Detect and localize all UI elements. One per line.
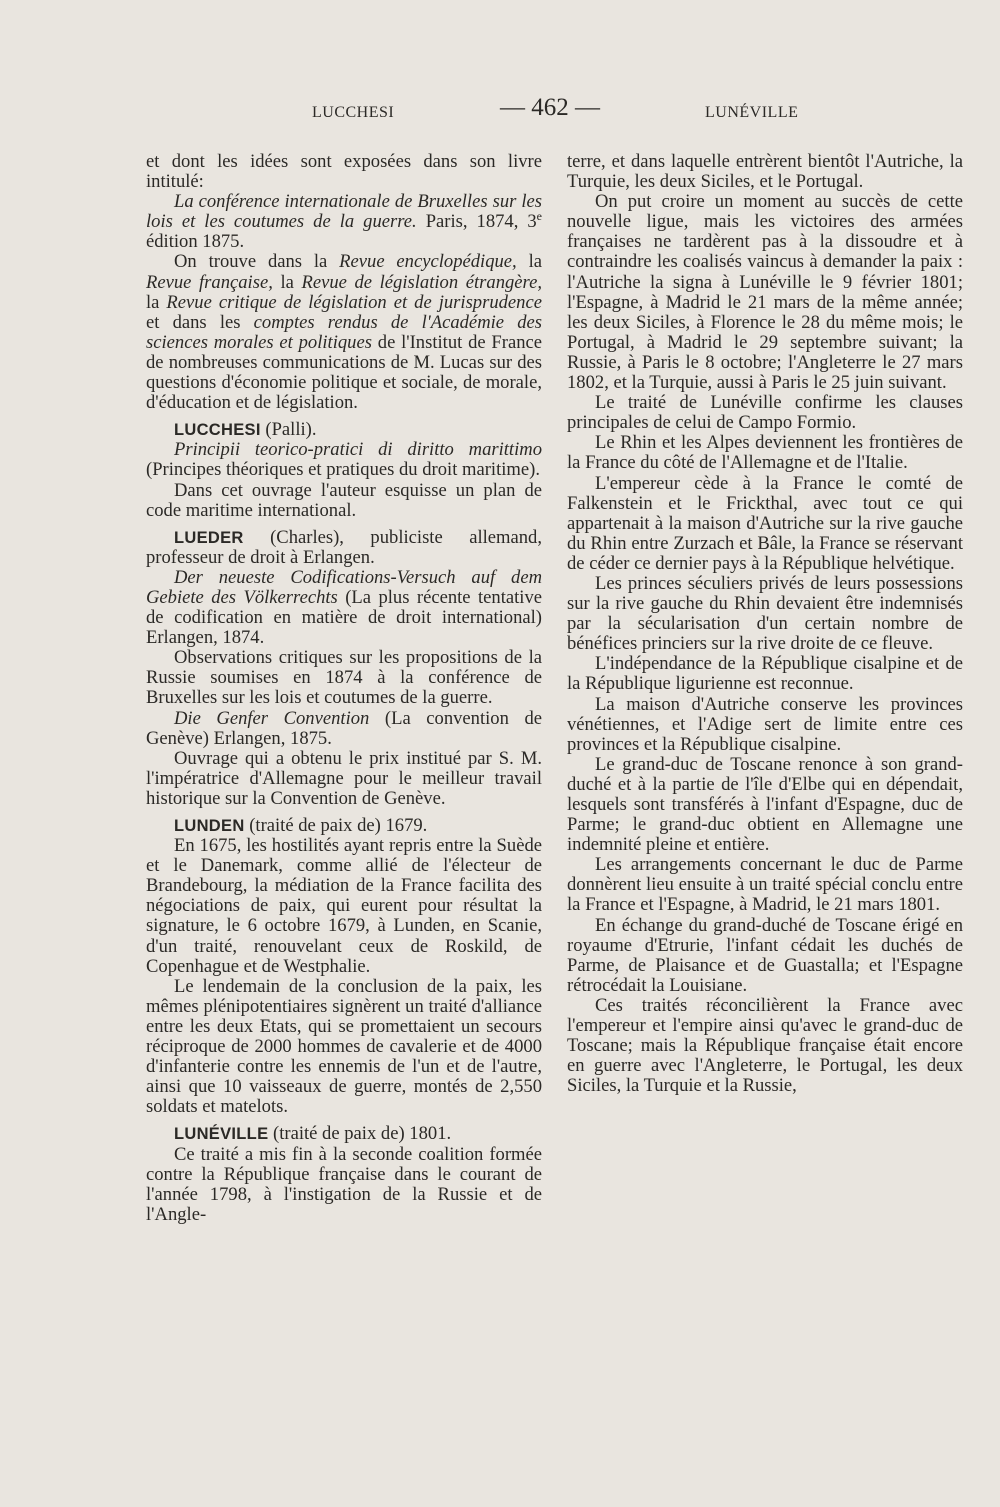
text-run: Le lendemain de la conclusion de la paix, les mêmes plénipotentiaires signèrent un traité d'alliance entre les deux Etats, qui se promettaient un secours réciproque de 2000 hommes de cavalerie et de 4000 d'infanterie contre les ennemis de l'un et de l'autre, ainsi que 10 vaisseaux de guerre, montés de 2,550 soldats et matelots.	[146, 975, 542, 1118]
paragraph	[146, 568, 542, 648]
text-run: On put croire un moment au succès de cette nouvelle ligue, mais les victoires des armées françaises ne tardèrent pas à la dissoudre et à contraindre les coalisés vaincus à demander la paix : l'Autriche la signa à Lunéville le 9 février 1801; l'Espagne, à Madrid le 21 mars de la même année; les deux Siciles, à Florence le 28 du même mois; le Portugal, à Madrid le 29 septembre suivant; la Russie, à Paris le 8 octobre; l'Angleterre le 27 mars 1802, et la Turquie, aussi à Paris le 25 juin suivant.	[567, 191, 963, 394]
text-run: Le traité de Lunéville confirme les clauses principales de celui de Campo Formio.	[567, 392, 963, 434]
paragraph	[146, 481, 542, 521]
entry-heading-paragraph	[146, 528, 542, 568]
text-run: (Charles), publiciste allemand, professeur de droit à Erlangen.	[146, 526, 542, 568]
running-header	[0, 94, 1000, 128]
text-run: La maison d'Autriche conserve les provinces vénétiennes, et l'Adige sert de limite entre ces provinces et la République cisalpine.	[567, 693, 963, 755]
italic-title: Der neueste Codifications-Versuch auf dem Gebiete des Völkerrechts	[146, 566, 542, 608]
italic-title: Revue encyclopédique,	[339, 251, 517, 273]
paragraph	[567, 474, 963, 574]
left-column	[146, 152, 542, 1225]
paragraph	[567, 152, 963, 192]
paragraph	[567, 695, 963, 755]
italic-title: Principii teorico-pratici di diritto marittimo	[174, 439, 542, 461]
text-run: Paris, 1874, 3	[416, 211, 537, 233]
text-run: (Palli).	[260, 419, 317, 441]
text-run: Les princes séculiers privés de leurs possessions sur la rive gauche du Rhin devaient être indemnisés par la sécularisation d'un certain nombre de bénéfices princiers sur la rive droite de ce fleuve.	[567, 572, 963, 655]
paragraph	[567, 393, 963, 433]
text-run: (La convention de Genève) Erlangen, 1875.	[146, 707, 543, 749]
paragraph	[146, 709, 542, 749]
right-column	[567, 152, 963, 1096]
text-run: (traité de paix de) 1679.	[244, 815, 428, 836]
paragraph	[146, 440, 542, 480]
text-run: L'indépendance de la République cisalpine et de la République ligurienne est reconnue.	[567, 653, 963, 695]
italic-title: La conférence internationale de Bruxelles sur les lois et les coutumes de la guerre.	[146, 191, 542, 233]
text-run: Ouvrage qui a obtenu le prix institué par S. M. l'impératrice d'Allemagne pour le meilleur travail historique sur la Convention de Genève.	[146, 747, 542, 809]
text-run: et dont les idées sont exposées dans son livre intitulé:	[146, 151, 542, 193]
text-run: En échange du grand-duché de Toscane érigé en royaume d'Etrurie, l'infant cédait les duchés de Parme, de Plaisance et de Guastalla; et l'Espagne rétrocédait la Louisiane.	[567, 914, 963, 996]
text-run: Dans cet ouvrage l'auteur esquisse un plan de code maritime international.	[146, 479, 542, 521]
text-run: (traité de paix de) 1801.	[268, 1123, 452, 1145]
paragraph	[567, 192, 963, 393]
text-run: Ces traités réconcilièrent la France avec l'empereur et l'empire ainsi qu'avec le grand-duc de Toscane; mais la République française était encore en guerre avec l'Angleterre, le Portugal, les deux Siciles, la Turquie et la Russie,	[567, 994, 963, 1097]
text-run: et dans les	[146, 311, 254, 333]
text-run: L'empereur cède à la France le comté de Falkenstein et le Frickthal, avec tout ce qui appartenait à la maison d'Autriche sur la rive gauche du Rhin entre Zurzach et Bâle, la France se réservant de céder ce dernier pays à la République helvétique.	[567, 472, 963, 574]
text-run: (Principes théoriques et pratiques du droit maritime).	[146, 459, 540, 481]
superscript: e	[536, 209, 542, 224]
paragraph	[146, 192, 542, 252]
italic-title: comptes rendus de l'Académie des sciences morales et politiques	[146, 311, 542, 353]
text-run: terre, et dans laquelle entrèrent bientôt l'Autriche, la Turquie, les deux Siciles, et le Portugal.	[567, 151, 963, 193]
text-run: (La plus récente tentative de codification en matière de droit international) Erlangen, 1874.	[146, 586, 542, 649]
paragraph	[567, 654, 963, 694]
italic-title: Revue de législation étrangère,	[301, 271, 542, 293]
text-run: édition 1875.	[146, 231, 245, 253]
entry-term: LUNDEN	[174, 817, 245, 835]
text-run: la	[146, 291, 167, 313]
text-run: Les arrangements concernant le duc de Parme donnèrent lieu ensuite à un traité spécial conclu entre la France et l'Espagne, à Madrid, le 21 mars 1801.	[567, 854, 963, 916]
paragraph	[567, 433, 963, 473]
text-run: Ce traité a mis fin à la seconde coalition formée contre la République française dans le courant de l'année 1798, à l'instigation de la Russie et de l'Angle-	[146, 1143, 542, 1225]
header-left-term: LUCCHESI	[312, 104, 395, 121]
entry-heading-paragraph	[146, 1124, 542, 1144]
paragraph	[146, 836, 542, 977]
italic-title: Die Genfer Convention	[174, 707, 370, 729]
paragraph	[146, 152, 542, 192]
entry-term: LUCCHESI	[174, 421, 261, 440]
text-run: Le Rhin et les Alpes deviennent les frontières de la France du côté de l'Allemagne et de l'Italie.	[567, 432, 963, 474]
entry-term: LUEDER	[174, 528, 244, 547]
paragraph	[567, 574, 963, 654]
text-run: de l'Institut de France de nombreuses communications de M. Lucas sur des questions d'économie politique et sociale, de morale, d'éducation et de législation.	[146, 331, 543, 414]
text-run: la	[272, 271, 302, 293]
text-run: Observations critiques sur les propositions de la Russie soumises en 1874 à la conférence de Bruxelles sur les lois et coutumes de la guerre.	[146, 647, 542, 709]
text-run: Le grand-duc de Toscane renonce à son grand-duché et à la partie de l'île d'Elbe qui en dépendait, lesquels sont transférés à l'infant d'Espagne, duc de Parme; le grand-duc obtient en Allemagne une indemnité pleine et entière.	[567, 753, 963, 856]
entry-heading-paragraph	[146, 420, 542, 440]
text-run: En 1675, les hostilités ayant repris entre la Suède et le Danemark, comme allié de l'électeur de Brandebourg, la médiation de la France facilita des négociations de paix, qui eurent pour résultat la signature, le 6 octobre 1679, à Lunden, en Scanie, d'un traité, renouvelant ceux de Roskild, de Copenhague et de Westphalie.	[146, 835, 542, 977]
paragraph	[567, 855, 963, 915]
paragraph	[567, 916, 963, 996]
text-run: On trouve dans la	[174, 251, 340, 273]
text-run: la	[516, 251, 542, 273]
entry-term: LUNÉVILLE	[174, 1125, 269, 1144]
paragraph	[567, 996, 963, 1096]
paragraph	[146, 252, 542, 413]
paragraph	[146, 648, 542, 708]
header-right-term: LUNÉVILLE	[705, 104, 799, 121]
paragraph	[146, 977, 542, 1118]
paragraph	[146, 1145, 542, 1225]
italic-title: Revue critique de législation et de jurisprudence	[166, 291, 542, 313]
page-number: — 462 —	[500, 94, 600, 121]
paragraph	[146, 749, 542, 809]
paragraph	[567, 755, 963, 855]
italic-title: Revue française,	[146, 271, 273, 293]
entry-heading-paragraph	[146, 816, 542, 836]
